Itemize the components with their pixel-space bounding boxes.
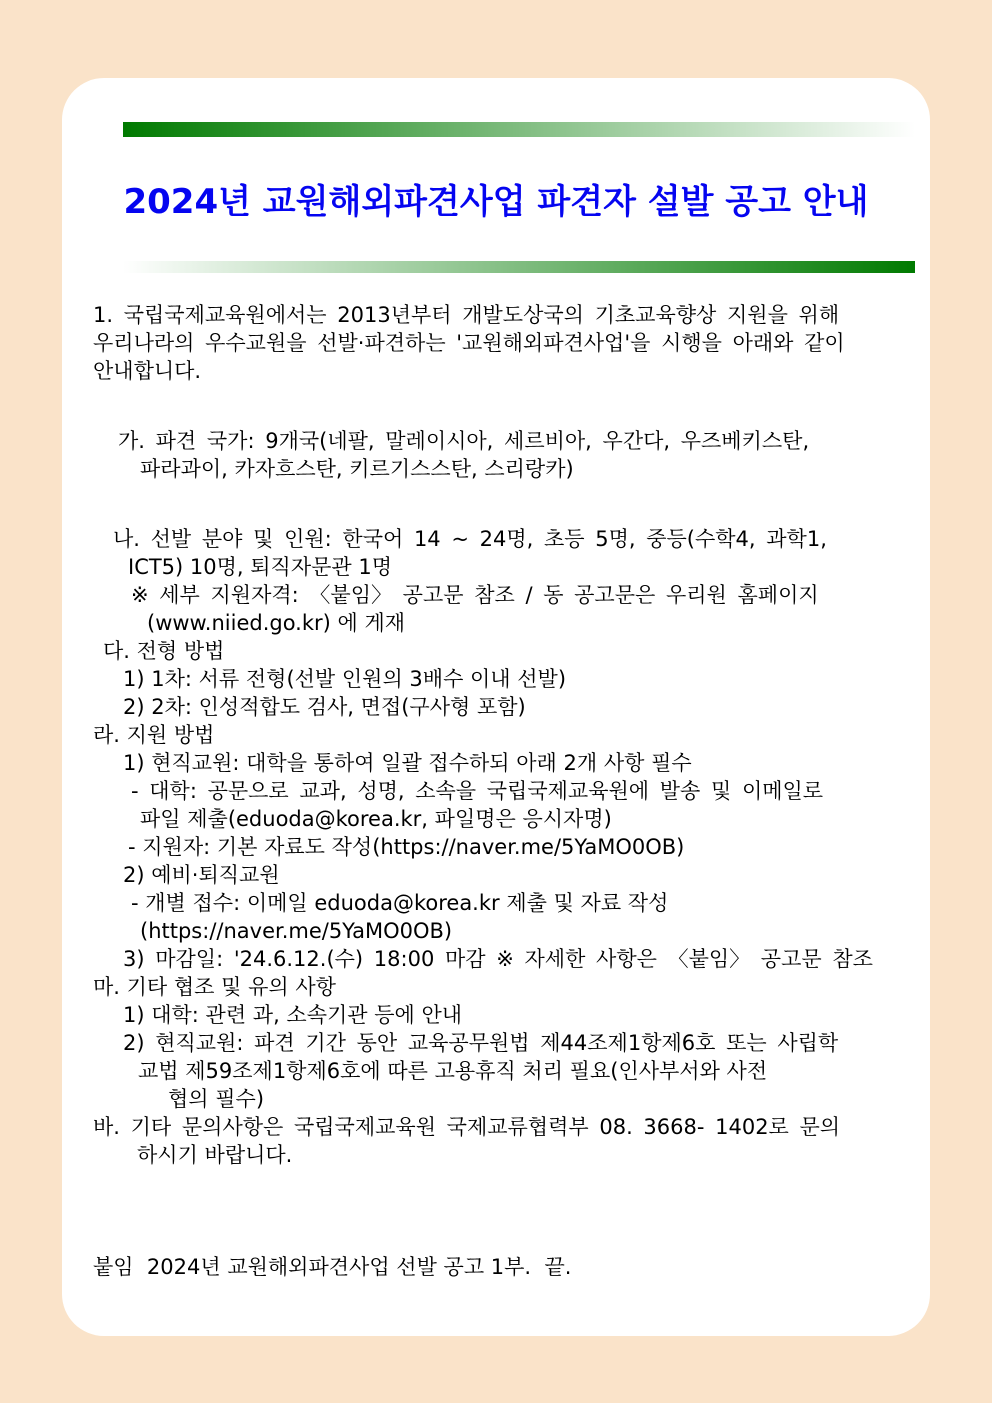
text-line: 3) 마감일: '24.6.12.(수) 18:00 마감 ※ 자세한 사항은 〈붙임〉 공고문 참조 [123, 947, 873, 971]
page-title: 2024년 교원해외파견사업 파견자 설발 공고 안내 [123, 182, 869, 222]
text-line: 바. 기타 문의사항은 국립국제교육원 국제교류협력부 08. 3668- 1402로 문의 [93, 1115, 841, 1139]
text-line: ※ 세부 지원자격: 〈붙임〉 공고문 참조 / 동 공고문은 우리원 홈페이지 [131, 583, 819, 607]
text-line: 하시기 바랍니다. [137, 1143, 293, 1167]
text-line: - 개별 접수: 이메일 eduoda@korea.kr 제출 및 자료 작성 [131, 891, 669, 915]
blank-line [93, 483, 905, 525]
text-line: 협의 필수) [168, 1087, 265, 1111]
text-line: 2) 2차: 인성적합도 검사, 면접(구사형 포함) [123, 695, 526, 719]
text-line: 마. 기타 협조 및 유의 사항 [93, 975, 336, 999]
text-line: 1) 1차: 서류 전형(선발 인원의 3배수 이내 선발) [123, 667, 567, 691]
text-line: 2) 현직교원: 파견 기간 동안 교육공무원법 제44조제1항제6호 또는 사립학 [123, 1031, 839, 1055]
blank-line [93, 1169, 905, 1197]
announcement-body [62, 301, 930, 1281]
header-top-bar [123, 122, 915, 137]
header-bottom-bar [123, 261, 915, 273]
text-line: - 대학: 공문으로 교과, 성명, 소속을 국립국제교육원에 발송 및 이메일로 [131, 779, 824, 803]
text-line: 1. 국립국제교육원에서는 2013년부터 개발도상국의 기초교육향상 지원을 위해 [93, 303, 840, 327]
text-line: ICT5) 10명, 퇴직자문관 1명 [128, 555, 393, 579]
text-line: 교법 제59조제1항제6호에 따른 고용휴직 처리 필요(인사부서와 사전 [138, 1059, 768, 1083]
text-line: 파일 제출(eduoda@korea.kr, 파일명은 응시자명) [140, 807, 612, 831]
text-line: 라. 지원 방법 [93, 723, 215, 747]
text-line: (https://naver.me/5YaMO0OB) [140, 919, 453, 943]
text-line: 나. 선발 분야 및 인원: 한국어 14 ~ 24명, 초등 5명, 중등(수학4, 과학1, [113, 527, 827, 551]
text-line: - 지원자: 기본 자료도 작성(https://naver.me/5YaMO0OB) [128, 835, 685, 859]
announcement-card [62, 78, 930, 1336]
blank-line [93, 385, 905, 427]
blank-line [93, 1225, 905, 1253]
text-line: 1) 현직교원: 대학을 통하여 일괄 접수하되 아래 2개 사항 필수 [123, 751, 692, 775]
text-line: 2) 예비·퇴직교원 [123, 863, 280, 887]
text-line: 안내합니다. [93, 359, 202, 383]
text-line: 1) 대학: 관련 과, 소속기관 등에 안내 [123, 1003, 463, 1027]
blank-line [93, 1197, 905, 1225]
text-line: 다. 전형 방법 [103, 639, 225, 663]
text-line: 가. 파견 국가: 9개국(네팔, 말레이시아, 세르비아, 우간다, 우즈베키스탄, [118, 429, 810, 453]
text-line: 우리나라의 우수교원을 선발·파견하는 '교원해외파견사업'을 시행을 아래와 같이 [93, 331, 845, 355]
text-line: (www.niied.go.kr) 에 게재 [147, 611, 406, 635]
text-line: 파라과이, 카자흐스탄, 키르기스스탄, 스리랑카) [140, 457, 574, 481]
text-line: 붙임 2024년 교원해외파견사업 선발 공고 1부. 끝. [93, 1255, 572, 1279]
